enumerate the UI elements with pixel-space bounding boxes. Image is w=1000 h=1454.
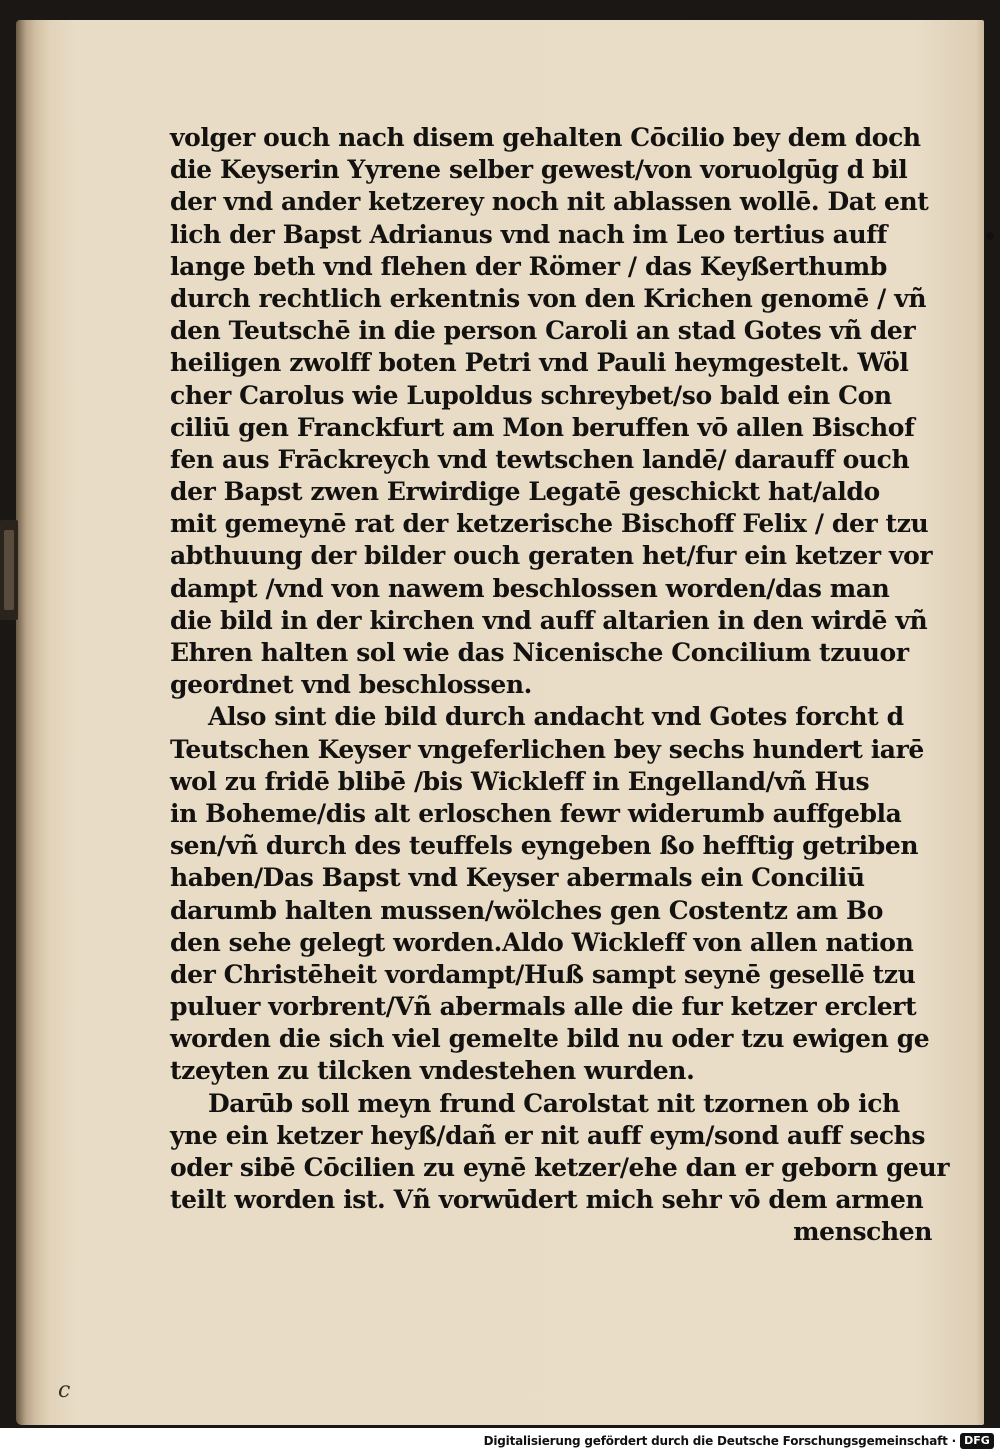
page-text: [170, 122, 950, 1249]
text-line: puluer vorbrent/Vñ abermals alle die fur ketzer erclert: [170, 992, 917, 1022]
dfg-logo: DFG: [960, 1433, 994, 1449]
text-line: in Boheme/dis alt erloschen fewr widerumb auffgebla: [170, 798, 902, 828]
text-line: ciliū gen Franckfurt am Mon beruffen vō allen Bischof: [170, 412, 915, 442]
text-line: volger ouch nach disem gehalten Cōcilio bey dem doch: [170, 123, 921, 152]
text-line: worden die sich viel gemelte bild nu oder tzu ewigen ge: [170, 1024, 930, 1054]
corner-mark: c: [58, 1378, 71, 1403]
catchword: menschen: [793, 1217, 932, 1247]
text-line: sen/vñ durch des teuffels eyngeben ßo hefftig getriben: [170, 831, 919, 861]
text-line: der Bapst zwen Erwirdige Legatē geschickt hat/aldo: [170, 477, 880, 507]
text-line: die bild in der kirchen vnd auff altarien in den wirdē vñ: [170, 605, 928, 635]
text-line: tzeyten zu tilcken vndestehen wurden.: [170, 1056, 695, 1086]
text-line: teilt worden ist. Vñ vorwūdert mich sehr vō dem armen: [170, 1185, 924, 1215]
binding-clip: [0, 520, 18, 620]
text-line: Ehren halten sol wie das Nicenische Concilium tzuuor: [170, 638, 909, 667]
text-line: Also sint die bild durch andacht vnd Gotes forcht d: [208, 702, 904, 732]
text-line: lich der Bapst Adrianus vnd nach im Leo tertius auff: [170, 219, 887, 249]
text-line: durch rechtlich erkentnis von den Krichen genomē / vñ: [170, 283, 927, 313]
text-line: yne ein ketzer heyß/dañ er nit auff eym/sond auff sechs: [170, 1120, 926, 1150]
text-line: fen aus Frāckreych vnd tewtschen landē/ darauff ouch: [170, 444, 910, 474]
text-line: den Teutschē in die person Caroli an stad Gotes vñ der: [170, 316, 916, 346]
text-line: die Keyserin Yyrene selber gewest/von voruolgūg d bil: [170, 155, 908, 185]
text-line: heiligen zwolff boten Petri vnd Pauli heymgestelt. Wöl: [170, 348, 909, 378]
margin-mark: [986, 232, 994, 240]
text-line: der Christēheit vordampt/Huß sampt seynē gesellē tzu: [170, 959, 916, 989]
text-line: der vnd ander ketzerey noch nit ablassen wollē. Dat ent: [170, 187, 929, 217]
text-line: haben/Das Bapst vnd Keyser abermals ein Conciliū: [170, 863, 865, 893]
text-line: lange beth vnd flehen der Römer / das Keyßerthumb: [170, 251, 887, 281]
text-line: oder sibē Cōcilien zu eynē ketzer/ehe dan er geborn geur: [170, 1153, 950, 1182]
text-line: mit gemeynē rat der ketzerische Bischoff Felix / der tzu: [170, 509, 929, 539]
text-line: cher Carolus wie Lupoldus schreybet/so bald ein Con: [170, 380, 892, 410]
text-line: den sehe gelegt worden.Aldo Wickleff von allen nation: [170, 927, 914, 957]
text-line: darumb halten mussen/wölches gen Costentz am Bo: [170, 895, 883, 925]
text-line: dampt /vnd von nawem beschlossen worden/das man: [170, 573, 890, 603]
text-line: geordnet vnd beschlossen.: [170, 670, 532, 700]
text-line: abthuung der bilder ouch geraten het/fur ein ketzer vor: [170, 541, 933, 571]
text-line: Darūb soll meyn frund Carolstat nit tzornen ob ich: [208, 1088, 900, 1118]
funding-credit: Digitalisierung gefördert durch die Deutsche Forschungsgemeinschaft ·: [483, 1434, 956, 1448]
footer-bar: [0, 1428, 1000, 1454]
text-line: wol zu fridē blibē /bis Wickleff in Engelland/vñ Hus: [170, 766, 870, 796]
text-line: Teutschen Keyser vngeferlichen bey sechs hundert iarē: [170, 734, 924, 764]
